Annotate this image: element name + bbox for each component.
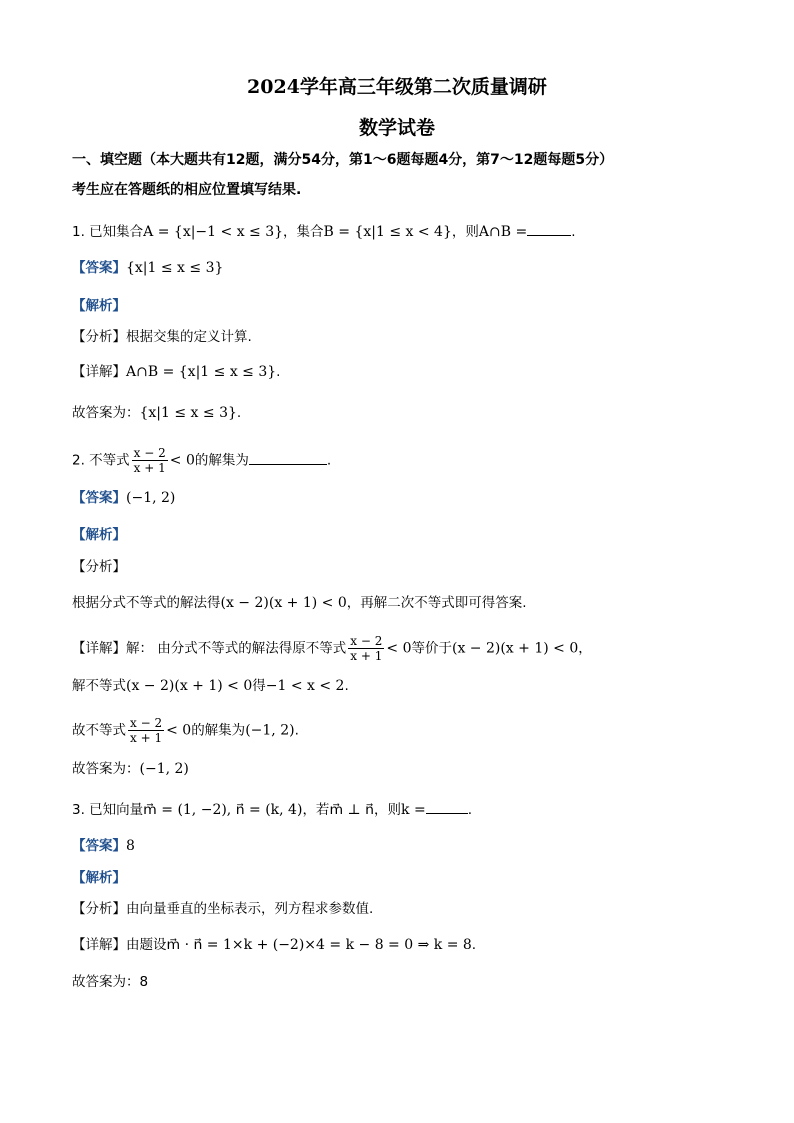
analysis-label: 【解析】 — [72, 870, 126, 886]
q3-answer-value: 8 — [126, 838, 135, 854]
q2-fraction — [132, 446, 168, 475]
q2-fenxi-heading — [72, 557, 126, 577]
q2-l3-ineq: < 0 — [166, 722, 192, 739]
q1-set-b: B = {x|1 ≤ x < 4} — [323, 224, 452, 240]
q1-set-a: A = {x|−1 < x ≤ 3} — [143, 224, 284, 240]
section-heading: 一、填空题（本大题共有12题，满分54分，第1～6题每题4分，第7～12题每题5分） — [72, 152, 614, 168]
q1-final-math: {x|1 ≤ x ≤ 3} — [139, 405, 237, 421]
q1-answer — [72, 258, 223, 278]
q2-suffix: 的解集为 — [194, 452, 249, 469]
q1-detail-math: A∩B = {x|1 ≤ x ≤ 3} — [126, 364, 277, 380]
q2-prefix: 2. 不等式 — [72, 452, 130, 469]
q3-detail — [72, 935, 476, 955]
q1-ask: ，则 — [451, 224, 479, 240]
q1-mid: ，集合 — [283, 224, 324, 240]
q2-step2 — [72, 676, 349, 696]
analysis-label: 【解析】 — [72, 298, 126, 314]
q3-ask: ，则 — [374, 802, 402, 818]
q2-ineq: < 0 — [169, 452, 195, 469]
q2-frac-den: x + 1 — [350, 649, 383, 663]
q2-l3-end: . — [294, 722, 299, 739]
q2-fenxi-a: 根据分式不等式的解法得 — [72, 595, 221, 611]
q2-detail-a: 解： 由分式不等式的解法得原不等式 — [126, 640, 347, 657]
answer-blank — [527, 234, 571, 236]
q3-detail-a: 由题设 — [126, 937, 167, 953]
q2-detail-b: 等价于 — [411, 640, 452, 657]
fenxi-label: 【分析】 — [72, 559, 126, 575]
page-subtitle: 数学试卷 — [358, 117, 435, 139]
q2-detail-math: (x − 2)(x + 1) < 0 — [451, 640, 579, 657]
page-title: 2024学年高三年级第二次质量调研 — [247, 76, 547, 98]
detail-label: 【详解】 — [72, 937, 126, 953]
q2-l2-a: 解不等式 — [72, 678, 126, 694]
q2-end: . — [326, 452, 332, 469]
q3-vectors: m⃗ = (1, −2), n⃗ = (k, 4) — [143, 802, 303, 818]
q1-fenxi — [72, 327, 252, 347]
q1-final-end: . — [236, 405, 242, 421]
q3-answer — [72, 836, 135, 856]
q1-stem — [72, 222, 575, 242]
q3-perp: m⃗ ⊥ n⃗ — [329, 802, 375, 818]
q1-end: . — [571, 224, 576, 240]
q1-expr: A∩B = — [478, 224, 528, 240]
q3-final-text: 故答案为：8 — [72, 974, 149, 990]
q1-analysis — [72, 296, 126, 316]
q2-step3 — [72, 716, 299, 745]
q2-frac-num: x − 2 — [130, 716, 163, 730]
q2-answer — [72, 488, 175, 508]
q3-mid: ，若 — [302, 802, 330, 818]
q2-detail — [72, 634, 592, 663]
q2-fenxi-b: ，再解二次不等式即可得答案. — [346, 595, 527, 611]
q2-l3-res: (−1, 2) — [245, 722, 295, 739]
analysis-label: 【解析】 — [72, 527, 126, 543]
fenxi-label: 【分析】 — [72, 901, 126, 917]
detail-label: 【详解】 — [72, 640, 126, 657]
q2-fenxi — [72, 593, 527, 613]
q3-fenxi — [72, 899, 373, 919]
q1-fenxi-text: 根据交集的定义计算. — [126, 329, 252, 345]
answer-label: 【答案】 — [72, 838, 126, 854]
q3-stem — [72, 800, 472, 820]
q3-var: k = — [401, 802, 426, 818]
answer-blank — [249, 463, 327, 465]
q2-l2-math: (x − 2)(x + 1) < 0 — [126, 678, 253, 694]
q2-detail-fraction — [348, 634, 384, 663]
q3-detail-end: . — [471, 937, 477, 953]
q3-fenxi-text: 由向量垂直的坐标表示，列方程求参数值. — [126, 901, 374, 917]
q1-final — [72, 403, 241, 423]
q1-detail — [72, 362, 280, 382]
q2-answer-value: (−1, 2) — [126, 490, 176, 506]
q2-detail-end: ， — [578, 640, 592, 657]
answer-label: 【答案】 — [72, 260, 126, 276]
q3-final — [72, 972, 148, 992]
q2-l2-res: −1 < x < 2 — [265, 678, 345, 694]
q2-frac-num: x − 2 — [133, 446, 166, 460]
q2-stem — [72, 446, 331, 475]
q2-frac-den: x + 1 — [133, 461, 166, 475]
q2-final-prefix: 故答案为： — [72, 761, 140, 777]
q2-analysis — [72, 525, 126, 545]
q1-final-prefix: 故答案为： — [72, 405, 140, 421]
answer-blank — [426, 812, 468, 814]
q2-final-math: (−1, 2) — [139, 761, 189, 777]
q2-detail-ineq: < 0 — [386, 640, 412, 657]
q2-final — [72, 759, 189, 779]
q2-l2-end: . — [344, 678, 349, 694]
section-instruction: 考生应在答题纸的相应位置填写结果. — [72, 182, 302, 198]
q2-l2-b: 得 — [252, 678, 266, 694]
q2-fenxi-math: (x − 2)(x + 1) < 0 — [220, 595, 347, 611]
q1-detail-end: . — [276, 364, 281, 380]
q3-prefix: 3. 已知向量 — [72, 802, 144, 818]
q2-frac-den: x + 1 — [130, 731, 163, 745]
q2-l3-a: 故不等式 — [72, 722, 126, 739]
detail-label: 【详解】 — [72, 364, 126, 380]
answer-label: 【答案】 — [72, 490, 126, 506]
q2-frac-num: x − 2 — [350, 634, 383, 648]
q1-prefix: 1. 已知集合 — [72, 224, 144, 240]
q2-l3-fraction — [128, 716, 164, 745]
q1-answer-value: {x|1 ≤ x ≤ 3} — [126, 260, 224, 276]
q2-l3-b: 的解集为 — [191, 722, 246, 739]
q3-detail-math: m⃗ · n⃗ = 1×k + (−2)×4 = k − 8 = 0 ⇒ k = 8 — [166, 937, 472, 953]
fenxi-label: 【分析】 — [72, 329, 126, 345]
q3-analysis — [72, 868, 126, 888]
q3-end: . — [467, 802, 472, 818]
